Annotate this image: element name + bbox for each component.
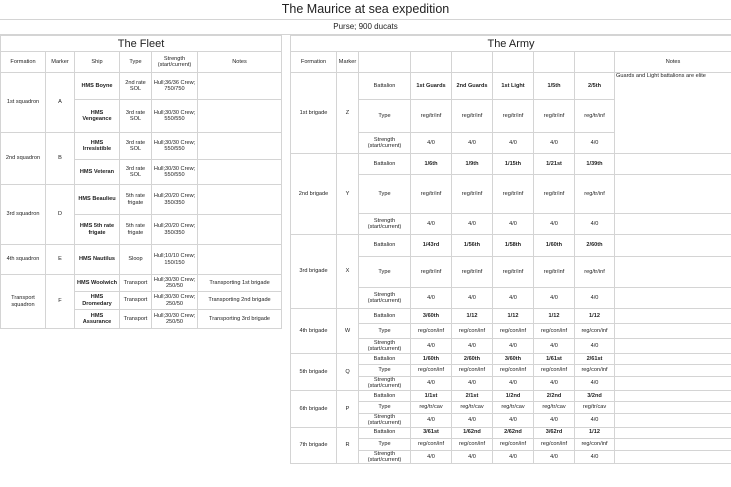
army-formation-cell[interactable]: 7th brigade bbox=[291, 427, 337, 464]
army-strength-cell[interactable]: 4/0 bbox=[452, 214, 493, 235]
fleet-marker-cell[interactable]: B bbox=[46, 133, 75, 185]
army-battalion-cell[interactable]: 1/56th bbox=[452, 235, 493, 257]
army-marker-cell[interactable]: W bbox=[337, 309, 359, 354]
army-battalion-cell[interactable]: 1/6th bbox=[411, 154, 452, 175]
fleet-ship-row bbox=[1, 275, 282, 292]
army-row-label[interactable]: Strength (start/current) bbox=[359, 214, 411, 235]
army-type-cell[interactable]: reg/tr/inf bbox=[575, 100, 615, 133]
army-type-cell[interactable]: reg/con/inf bbox=[534, 365, 575, 377]
army-notes-cell[interactable] bbox=[615, 257, 731, 288]
fleet-ship-row bbox=[1, 133, 282, 160]
army-battalion-row bbox=[291, 309, 731, 324]
army-battalion-cell[interactable]: 1/15th bbox=[493, 154, 534, 175]
army-notes-cell[interactable] bbox=[615, 413, 731, 427]
army-strength-cell[interactable]: 4/0 bbox=[493, 214, 534, 235]
fleet-ship-cell[interactable]: HMS Assurance bbox=[75, 310, 120, 329]
fleet-header-cell[interactable]: Ship bbox=[75, 52, 120, 73]
army-formation-cell[interactable]: 3rd brigade bbox=[291, 235, 337, 309]
army-strength-cell[interactable]: 4/0 bbox=[452, 377, 493, 391]
fleet-ship-cell[interactable]: HMS Nautilus bbox=[75, 245, 120, 275]
army-notes-cell[interactable] bbox=[615, 214, 731, 235]
fleet-ship-cell[interactable]: HMS Irresistible bbox=[75, 133, 120, 160]
fleet-type-cell[interactable]: 5th rate frigate bbox=[120, 185, 152, 215]
army-notes-cell[interactable] bbox=[615, 365, 731, 377]
army-battalion-row bbox=[291, 73, 731, 100]
army-strength-cell[interactable]: 4/0 bbox=[452, 450, 493, 464]
army-notes-cell[interactable] bbox=[615, 390, 731, 401]
army-header-cell[interactable] bbox=[493, 52, 534, 73]
army-battalion-cell[interactable]: 2/60th bbox=[575, 235, 615, 257]
army-strength-cell[interactable]: 4/0 bbox=[575, 377, 615, 391]
fleet-marker-cell[interactable]: A bbox=[46, 73, 75, 133]
army-strength-cell[interactable]: 4/0 bbox=[493, 288, 534, 309]
army-strength-cell[interactable]: 4/0 bbox=[534, 288, 575, 309]
army-type-cell[interactable]: reg/tr/inf bbox=[534, 257, 575, 288]
army-type-cell[interactable]: reg/tr/inf bbox=[493, 257, 534, 288]
army-type-cell[interactable]: reg/tr/inf bbox=[411, 175, 452, 214]
army-header-cell[interactable] bbox=[411, 52, 452, 73]
army-battalion-cell[interactable]: 1/39th bbox=[575, 154, 615, 175]
army-row-label[interactable]: Battalion bbox=[359, 427, 411, 438]
army-notes-cell[interactable] bbox=[615, 324, 731, 339]
army-strength-cell[interactable]: 4/0 bbox=[575, 214, 615, 235]
army-battalion-cell[interactable]: 2/62nd bbox=[493, 427, 534, 438]
army-strength-cell[interactable]: 4/0 bbox=[411, 377, 452, 391]
army-type-cell[interactable]: reg/con/inf bbox=[493, 438, 534, 450]
army-row-label[interactable]: Type bbox=[359, 401, 411, 413]
army-type-cell[interactable]: reg/con/inf bbox=[452, 365, 493, 377]
army-row-label[interactable]: Strength (start/current) bbox=[359, 450, 411, 464]
army-strength-cell[interactable]: 4/0 bbox=[534, 339, 575, 354]
fleet-header-cell[interactable]: Formation bbox=[1, 52, 46, 73]
army-header-cell[interactable]: Formation bbox=[291, 52, 337, 73]
fleet-strength-cell[interactable]: Hull;30/30 Crew; 250/50 bbox=[152, 275, 198, 292]
army-battalion-cell[interactable]: 3/60th bbox=[411, 309, 452, 324]
army-type-cell[interactable]: reg/tr/inf bbox=[452, 100, 493, 133]
fleet-notes-cell[interactable]: Transporting 1st brigade bbox=[198, 275, 282, 292]
fleet-type-cell[interactable]: 3rd rate SOL bbox=[120, 160, 152, 185]
army-row-label[interactable]: Type bbox=[359, 100, 411, 133]
fleet-notes-cell[interactable] bbox=[198, 185, 282, 215]
fleet-notes-cell[interactable] bbox=[198, 73, 282, 100]
fleet-type-cell[interactable]: 3rd rate SOL bbox=[120, 100, 152, 133]
fleet-strength-cell[interactable]: Hull;30/30 Crew; 550/550 bbox=[152, 133, 198, 160]
army-battalion-row bbox=[291, 154, 731, 175]
fleet-strength-cell[interactable]: Hull;30/30 Crew; 550/550 bbox=[152, 100, 198, 133]
army-type-cell[interactable]: reg/con/inf bbox=[411, 365, 452, 377]
army-row-label[interactable]: Type bbox=[359, 257, 411, 288]
fleet-strength-cell[interactable]: Hull;36/36 Crew; 750/750 bbox=[152, 73, 198, 100]
army-battalion-cell[interactable]: 1/21st bbox=[534, 154, 575, 175]
fleet-header-row bbox=[1, 52, 282, 73]
fleet-notes-cell[interactable] bbox=[198, 100, 282, 133]
army-type-cell[interactable]: reg/tr/inf bbox=[534, 100, 575, 133]
army-header-cell[interactable]: Notes bbox=[615, 52, 731, 73]
army-header-row bbox=[291, 52, 731, 73]
army-type-cell[interactable]: reg/con/inf bbox=[575, 438, 615, 450]
army-formation-cell[interactable]: 4th brigade bbox=[291, 309, 337, 354]
army-battalion-cell[interactable]: 3/2nd bbox=[575, 390, 615, 401]
army-type-cell[interactable]: reg/con/inf bbox=[452, 438, 493, 450]
army-battalion-cell[interactable]: 1/12 bbox=[575, 427, 615, 438]
army-marker-cell[interactable]: Z bbox=[337, 73, 359, 154]
army-battalion-cell[interactable]: 1/60th bbox=[534, 235, 575, 257]
army-strength-cell[interactable]: 4/0 bbox=[452, 133, 493, 154]
army-strength-cell[interactable]: 4/0 bbox=[534, 214, 575, 235]
army-row-label[interactable]: Battalion bbox=[359, 354, 411, 365]
fleet-marker-cell[interactable]: E bbox=[46, 245, 75, 275]
fleet-strength-cell[interactable]: Hull;30/30 Crew; 250/50 bbox=[152, 310, 198, 329]
army-type-cell[interactable]: reg/tr/cav bbox=[493, 401, 534, 413]
fleet-type-cell[interactable]: 2nd rate SOL bbox=[120, 73, 152, 100]
army-type-cell[interactable]: reg/con/inf bbox=[575, 324, 615, 339]
army-formation-cell[interactable]: 6th brigade bbox=[291, 390, 337, 427]
army-notes-cell[interactable] bbox=[615, 354, 731, 365]
fleet-formation-cell[interactable]: 4th squadron bbox=[1, 245, 46, 275]
army-header-cell[interactable] bbox=[575, 52, 615, 73]
fleet-notes-cell[interactable] bbox=[198, 160, 282, 185]
sheet-title: The Maurice at sea expedition bbox=[0, 0, 731, 20]
army-marker-cell[interactable]: R bbox=[337, 427, 359, 464]
fleet-section-row bbox=[1, 36, 282, 52]
fleet-type-cell[interactable]: 3rd rate SOL bbox=[120, 133, 152, 160]
army-type-cell[interactable]: reg/con/inf bbox=[575, 365, 615, 377]
fleet-type-cell[interactable]: Transport bbox=[120, 275, 152, 292]
army-row-label[interactable]: Type bbox=[359, 175, 411, 214]
army-battalion-row bbox=[291, 390, 731, 401]
army-strength-cell[interactable]: 4/0 bbox=[411, 288, 452, 309]
army-battalion-row bbox=[291, 354, 731, 365]
fleet-notes-cell[interactable]: Transporting 3rd brigade bbox=[198, 310, 282, 329]
army-notes-cell[interactable] bbox=[615, 235, 731, 257]
army-strength-cell[interactable]: 4/0 bbox=[411, 214, 452, 235]
fleet-strength-cell[interactable]: Hull;10/10 Crew; 150/150 bbox=[152, 245, 198, 275]
army-notes-cell[interactable] bbox=[615, 438, 731, 450]
army-row-label[interactable]: Battalion bbox=[359, 154, 411, 175]
army-type-cell[interactable]: reg/tr/inf bbox=[452, 257, 493, 288]
army-notes-cell[interactable] bbox=[615, 339, 731, 354]
army-battalion-cell[interactable]: 1/62nd bbox=[452, 427, 493, 438]
army-type-cell[interactable]: reg/tr/inf bbox=[493, 175, 534, 214]
army-marker-cell[interactable]: P bbox=[337, 390, 359, 427]
army-battalion-cell[interactable]: 1/12 bbox=[493, 309, 534, 324]
army-strength-cell[interactable]: 4/0 bbox=[452, 339, 493, 354]
army-strength-cell[interactable]: 4/0 bbox=[411, 133, 452, 154]
army-strength-cell[interactable]: 4/0 bbox=[493, 377, 534, 391]
army-header-cell[interactable] bbox=[452, 52, 493, 73]
army-header-cell[interactable] bbox=[359, 52, 411, 73]
fleet-header-cell[interactable]: Marker bbox=[46, 52, 75, 73]
fleet-type-cell[interactable]: Transport bbox=[120, 292, 152, 310]
fleet-notes-cell[interactable] bbox=[198, 133, 282, 160]
army-formation-cell[interactable]: 2nd brigade bbox=[291, 154, 337, 235]
army-row-label[interactable]: Type bbox=[359, 324, 411, 339]
army-type-cell[interactable]: reg/tr/inf bbox=[575, 175, 615, 214]
fleet-ship-cell[interactable]: HMS Veteran bbox=[75, 160, 120, 185]
fleet-strength-cell[interactable]: Hull;30/30 Crew; 550/550 bbox=[152, 160, 198, 185]
army-strength-cell[interactable]: 4/0 bbox=[493, 339, 534, 354]
army-row-label[interactable]: Strength (start/current) bbox=[359, 377, 411, 391]
fleet-formation-cell[interactable]: 1st squadron bbox=[1, 73, 46, 133]
army-row-label[interactable]: Battalion bbox=[359, 73, 411, 100]
army-battalion-cell[interactable]: 1st Guards bbox=[411, 73, 452, 100]
army-type-cell[interactable]: reg/tr/inf bbox=[411, 257, 452, 288]
army-type-cell[interactable]: reg/con/inf bbox=[534, 324, 575, 339]
army-table bbox=[290, 35, 731, 464]
army-battalion-cell[interactable]: 2/1st bbox=[452, 390, 493, 401]
army-strength-cell[interactable]: 4/0 bbox=[493, 413, 534, 427]
fleet-notes-cell[interactable]: Transporting 2nd brigade bbox=[198, 292, 282, 310]
army-type-cell[interactable]: reg/con/inf bbox=[411, 438, 452, 450]
fleet-type-cell[interactable]: Transport bbox=[120, 310, 152, 329]
army-type-cell[interactable]: reg/con/inf bbox=[493, 324, 534, 339]
army-battalion-cell[interactable]: 1/12 bbox=[452, 309, 493, 324]
army-strength-cell[interactable]: 4/0 bbox=[493, 450, 534, 464]
army-strength-cell[interactable]: 4/0 bbox=[575, 133, 615, 154]
army-row-label[interactable]: Battalion bbox=[359, 235, 411, 257]
army-strength-cell[interactable]: 4/0 bbox=[452, 413, 493, 427]
army-notes-cell[interactable] bbox=[615, 427, 731, 438]
army-battalion-row bbox=[291, 427, 731, 438]
fleet-formation-cell[interactable]: 2nd squadron bbox=[1, 133, 46, 185]
army-formation-cell[interactable]: 5th brigade bbox=[291, 354, 337, 391]
fleet-ship-cell[interactable]: HMS Woolwich bbox=[75, 275, 120, 292]
fleet-ship-row bbox=[1, 245, 282, 275]
army-section-title[interactable]: The Army bbox=[291, 36, 731, 52]
army-row-label[interactable]: Strength (start/current) bbox=[359, 413, 411, 427]
army-battalion-cell[interactable]: 1/2nd bbox=[493, 390, 534, 401]
army-row-label[interactable]: Strength (start/current) bbox=[359, 133, 411, 154]
fleet-strength-cell[interactable]: Hull;20/20 Crew; 350/350 bbox=[152, 185, 198, 215]
fleet-formation-cell[interactable]: 3rd squadron bbox=[1, 185, 46, 245]
fleet-table bbox=[0, 35, 282, 329]
army-battalion-cell[interactable]: 1/5th bbox=[534, 73, 575, 100]
fleet-strength-cell[interactable]: Hull;20/20 Crew; 350/350 bbox=[152, 215, 198, 245]
purse-label: Purse; 900 ducats bbox=[0, 19, 731, 35]
army-row-label[interactable]: Strength (start/current) bbox=[359, 288, 411, 309]
army-battalion-cell[interactable]: 1/61st bbox=[534, 354, 575, 365]
fleet-section-title[interactable]: The Fleet bbox=[1, 36, 282, 52]
army-strength-cell[interactable]: 4/0 bbox=[452, 288, 493, 309]
fleet-type-cell[interactable]: 5th rate frigate bbox=[120, 215, 152, 245]
army-type-cell[interactable]: reg/tr/inf bbox=[411, 100, 452, 133]
army-strength-cell[interactable]: 4/0 bbox=[411, 450, 452, 464]
army-battalion-cell[interactable]: 1/43rd bbox=[411, 235, 452, 257]
army-marker-cell[interactable]: Q bbox=[337, 354, 359, 391]
army-strength-cell[interactable]: 4/0 bbox=[575, 288, 615, 309]
army-battalion-cell[interactable]: 2/61st bbox=[575, 354, 615, 365]
army-notes-cell[interactable]: Guards and Light battalions are elite bbox=[615, 73, 731, 154]
fleet-ship-cell[interactable]: HMS Boyne bbox=[75, 73, 120, 100]
fleet-marker-cell[interactable]: F bbox=[46, 275, 75, 329]
fleet-header-cell[interactable]: Strength (start/current) bbox=[152, 52, 198, 73]
army-row-label[interactable]: Type bbox=[359, 438, 411, 450]
army-notes-cell[interactable] bbox=[615, 175, 731, 214]
army-battalion-cell[interactable]: 1st Light bbox=[493, 73, 534, 100]
fleet-ship-cell[interactable]: HMS Vengeance bbox=[75, 100, 120, 133]
fleet-header-cell[interactable]: Notes bbox=[198, 52, 282, 73]
fleet-header-cell[interactable]: Type bbox=[120, 52, 152, 73]
army-type-cell[interactable]: reg/tr/inf bbox=[575, 257, 615, 288]
army-notes-cell[interactable] bbox=[615, 401, 731, 413]
army-row-label[interactable]: Strength (start/current) bbox=[359, 339, 411, 354]
army-header-cell[interactable] bbox=[534, 52, 575, 73]
army-notes-cell[interactable] bbox=[615, 309, 731, 324]
fleet-ship-cell[interactable]: HMS 5th rate frigate bbox=[75, 215, 120, 245]
fleet-type-cell[interactable]: Sloop bbox=[120, 245, 152, 275]
army-battalion-cell[interactable]: 1/12 bbox=[575, 309, 615, 324]
army-strength-cell[interactable]: 4/0 bbox=[411, 339, 452, 354]
fleet-ship-row bbox=[1, 185, 282, 215]
army-battalion-row bbox=[291, 235, 731, 257]
army-type-cell[interactable]: reg/tr/cav bbox=[534, 401, 575, 413]
fleet-strength-cell[interactable]: Hull;30/30 Crew; 250/50 bbox=[152, 292, 198, 310]
army-notes-cell[interactable] bbox=[615, 288, 731, 309]
army-battalion-cell[interactable]: 1/1st bbox=[411, 390, 452, 401]
army-row-label[interactable]: Battalion bbox=[359, 309, 411, 324]
army-marker-cell[interactable]: X bbox=[337, 235, 359, 309]
army-battalion-cell[interactable]: 2nd Guards bbox=[452, 73, 493, 100]
army-type-cell[interactable]: reg/tr/cav bbox=[575, 401, 615, 413]
army-row-label[interactable]: Battalion bbox=[359, 390, 411, 401]
army-type-cell[interactable]: reg/con/inf bbox=[493, 365, 534, 377]
fleet-ship-cell[interactable]: HMS Dromedary bbox=[75, 292, 120, 310]
army-section-row bbox=[291, 36, 731, 52]
army-type-cell[interactable]: reg/tr/cav bbox=[452, 401, 493, 413]
army-battalion-cell[interactable]: 3/60th bbox=[493, 354, 534, 365]
army-strength-cell[interactable]: 4/0 bbox=[575, 413, 615, 427]
army-type-cell[interactable]: reg/tr/inf bbox=[452, 175, 493, 214]
army-notes-cell[interactable] bbox=[615, 450, 731, 464]
army-battalion-cell[interactable]: 3/61st bbox=[411, 427, 452, 438]
army-battalion-cell[interactable]: 1/60th bbox=[411, 354, 452, 365]
army-battalion-cell[interactable]: 1/58th bbox=[493, 235, 534, 257]
army-strength-cell[interactable]: 4/0 bbox=[534, 133, 575, 154]
army-header-cell[interactable]: Marker bbox=[337, 52, 359, 73]
army-type-cell[interactable]: reg/tr/cav bbox=[411, 401, 452, 413]
army-type-cell[interactable]: reg/con/inf bbox=[452, 324, 493, 339]
army-battalion-cell[interactable]: 2/5th bbox=[575, 73, 615, 100]
army-notes-cell[interactable] bbox=[615, 377, 731, 391]
army-strength-cell[interactable]: 4/0 bbox=[534, 450, 575, 464]
army-strength-cell[interactable]: 4/0 bbox=[575, 450, 615, 464]
army-strength-cell[interactable]: 4/0 bbox=[534, 413, 575, 427]
fleet-ship-cell[interactable]: HMS Beaulieu bbox=[75, 185, 120, 215]
army-strength-cell[interactable]: 4/0 bbox=[411, 413, 452, 427]
army-marker-cell[interactable]: Y bbox=[337, 154, 359, 235]
army-type-cell[interactable]: reg/tr/inf bbox=[534, 175, 575, 214]
army-strength-cell[interactable]: 4/0 bbox=[575, 339, 615, 354]
army-type-cell[interactable]: reg/con/inf bbox=[411, 324, 452, 339]
army-strength-cell[interactable]: 4/0 bbox=[534, 377, 575, 391]
fleet-marker-cell[interactable]: D bbox=[46, 185, 75, 245]
army-row-label[interactable]: Type bbox=[359, 365, 411, 377]
army-strength-cell[interactable]: 4/0 bbox=[493, 133, 534, 154]
fleet-formation-cell[interactable]: Transport squadron bbox=[1, 275, 46, 329]
fleet-notes-cell[interactable] bbox=[198, 245, 282, 275]
fleet-ship-row bbox=[1, 73, 282, 100]
army-battalion-cell[interactable]: 2/2nd bbox=[534, 390, 575, 401]
army-formation-cell[interactable]: 1st brigade bbox=[291, 73, 337, 154]
army-battalion-cell[interactable]: 1/12 bbox=[534, 309, 575, 324]
army-type-cell[interactable]: reg/con/inf bbox=[534, 438, 575, 450]
army-battalion-cell[interactable]: 2/60th bbox=[452, 354, 493, 365]
army-type-cell[interactable]: reg/tr/inf bbox=[493, 100, 534, 133]
army-battalion-cell[interactable]: 3/62rd bbox=[534, 427, 575, 438]
army-battalion-cell[interactable]: 1/9th bbox=[452, 154, 493, 175]
army-notes-cell[interactable] bbox=[615, 154, 731, 175]
fleet-notes-cell[interactable] bbox=[198, 215, 282, 245]
